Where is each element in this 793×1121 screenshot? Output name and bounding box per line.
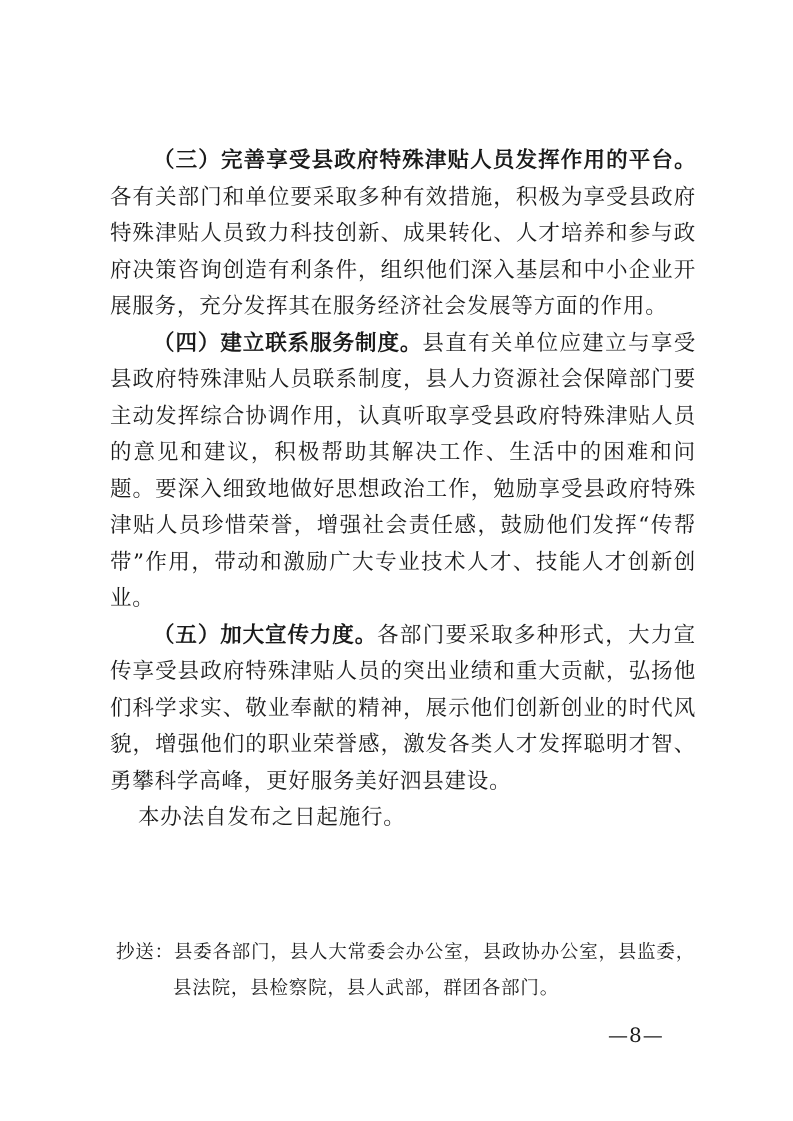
section-four <box>110 326 696 618</box>
section-four-heading: （四）建立联系服务制度。 <box>153 330 423 356</box>
cc-line-1: 抄送：县委各部门，县人大常委会办公室，县政协办公室，县监委， <box>116 942 696 963</box>
section-five-body: 各部门要采取多种形式，大力宣传享受县政府特殊津贴人员的突出业绩和重大贡献，弘扬他们科学求实、敬业奉献的精神，展示他们创新创业的时代风貌，增强他们的职业荣誉感，激发各类人才发挥聪明才智、勇攀科学高峰，更好服务美好泗县建设。 <box>110 622 696 794</box>
section-five-heading: （五）加大宣传力度。 <box>153 622 378 648</box>
section-three-body: 各有关部门和单位要采取多种有效措施，积极为享受县政府特殊津贴人员致力科技创新、成果转化、人才培养和参与政府决策咨询创造有利条件，组织他们深入基层和中小企业开展服务，充分发挥其在服务经济社会发展等方面的作用。 <box>110 184 696 319</box>
section-three <box>110 143 696 326</box>
section-five <box>110 618 696 801</box>
cc-line-2: 县法院，县检察院，县人武部，群团各部门。 <box>173 978 560 999</box>
section-three-heading: （三）完善享受县政府特殊津贴人员发挥作用的平台。 <box>153 148 696 173</box>
body-text <box>110 143 696 837</box>
effective-statement: 本办法自发布之日起施行。 <box>138 805 406 830</box>
page-number: —8— <box>608 1023 664 1047</box>
section-four-body: 县直有关单位应建立与享受县政府特殊津贴人员联系制度，县人力资源社会保障部门要主动发挥综合协调作用，认真听取享受县政府特殊津贴人员的意见和建议，积极帮助其解决工作、生活中的困难和问题。要深入细致地做好思想政治工作，勉励享受县政府特殊津贴人员珍惜荣誉，增强社会责任感，鼓励他们发挥“传帮带”作用，带动和激励广大专业技术人才、技能人才创新创业。 <box>110 330 696 611</box>
cc-distribution <box>110 935 700 1007</box>
